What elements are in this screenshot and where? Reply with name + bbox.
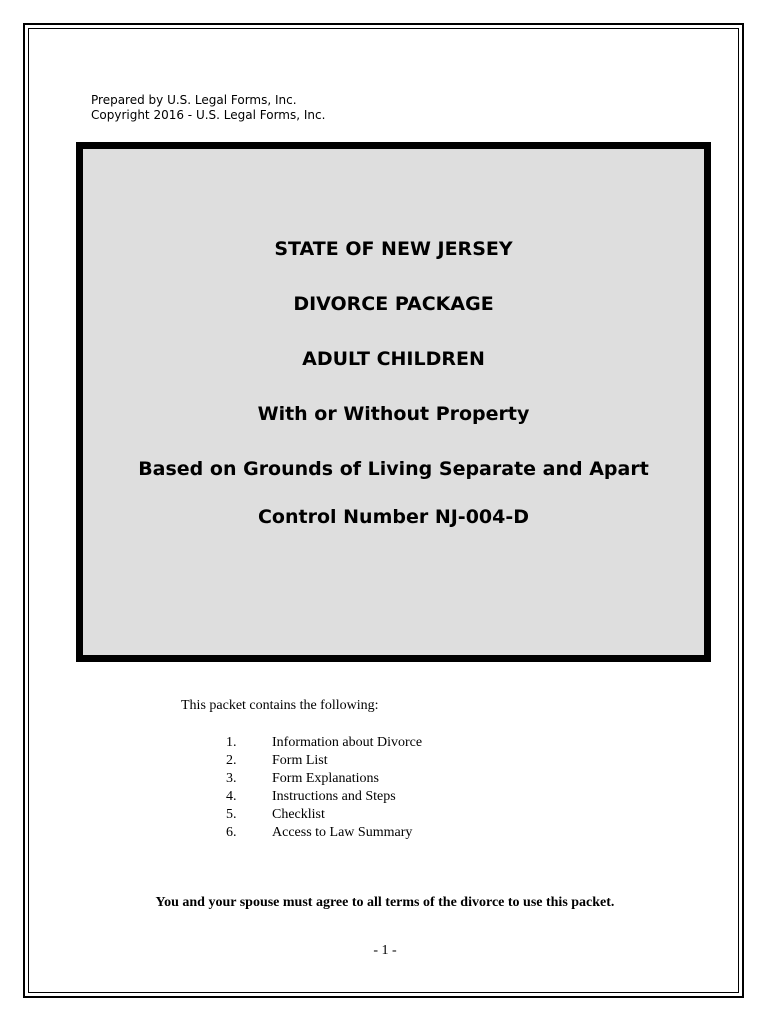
- list-item: [226, 734, 422, 752]
- property-subtitle: With or Without Property: [257, 403, 530, 425]
- grounds-subtitle: Based on Grounds of Living Separate and Apart: [138, 458, 649, 480]
- list-item-number: 1.: [226, 735, 237, 750]
- state-title: STATE OF NEW JERSEY: [274, 238, 513, 260]
- list-item-number: 2.: [226, 753, 237, 768]
- list-item: [226, 806, 422, 824]
- list-item-label: Form List: [272, 753, 328, 768]
- list-item: [226, 824, 422, 842]
- prepared-by-line: Prepared by U.S. Legal Forms, Inc.: [91, 93, 297, 107]
- list-item: [226, 770, 422, 788]
- list-item-number: 6.: [226, 825, 237, 840]
- children-title: ADULT CHILDREN: [302, 348, 485, 370]
- control-number: Control Number NJ-004-D: [257, 506, 530, 528]
- package-title: DIVORCE PACKAGE: [293, 293, 494, 315]
- list-item-label: Instructions and Steps: [272, 789, 396, 804]
- cover-title-box: [76, 142, 711, 662]
- list-item: [226, 752, 422, 770]
- list-item-label: Form Explanations: [272, 771, 379, 786]
- list-item-number: 3.: [226, 771, 237, 786]
- contents-list: [226, 734, 422, 842]
- list-item-number: 5.: [226, 807, 237, 822]
- list-item-label: Information about Divorce: [272, 735, 423, 750]
- list-item: [226, 788, 422, 806]
- contents-intro: This packet contains the following:: [181, 698, 379, 713]
- list-item-label: Checklist: [272, 807, 325, 822]
- copyright-line: Copyright 2016 - U.S. Legal Forms, Inc.: [91, 108, 326, 122]
- preparer-notice: [91, 93, 325, 123]
- list-item-label: Access to Law Summary: [272, 825, 413, 840]
- list-item-number: 4.: [226, 789, 237, 804]
- page-number: - 1 -: [373, 943, 397, 958]
- agreement-note: You and your spouse must agree to all terms of the divorce to use this packet.: [155, 895, 615, 910]
